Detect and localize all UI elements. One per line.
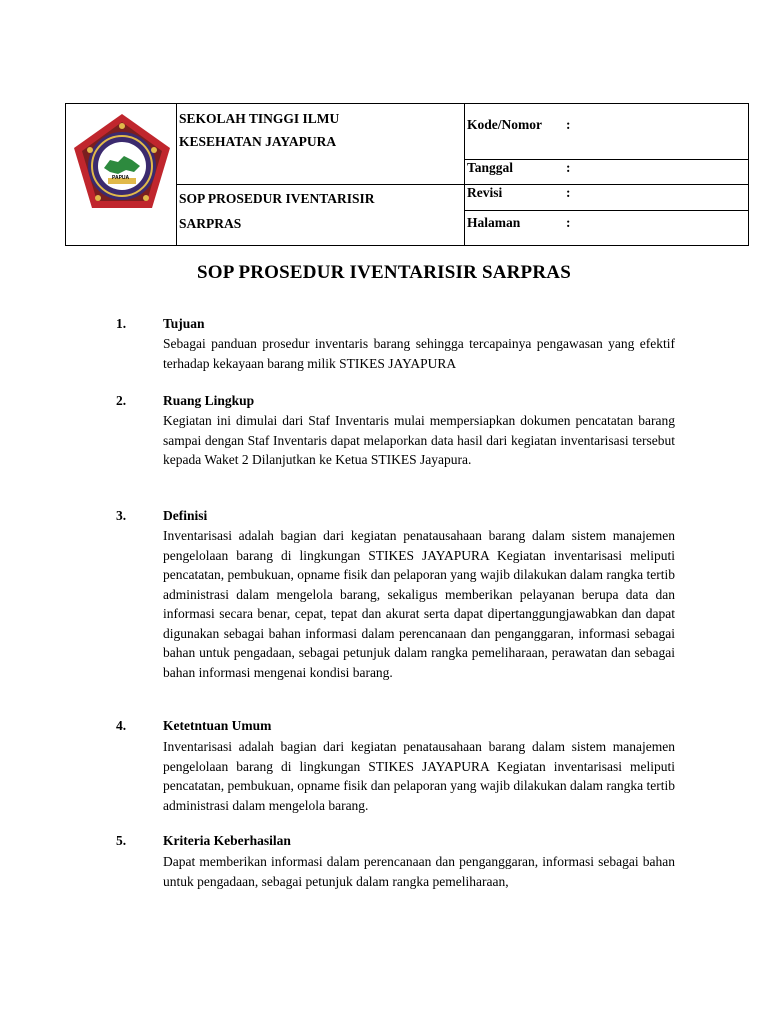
header-border-top xyxy=(65,103,748,104)
institution-name-line2: KESEHATAN JAYAPURA xyxy=(179,134,337,149)
section-heading-tujuan: Tujuan xyxy=(163,316,205,331)
field-label-revisi: Revisi xyxy=(467,185,503,200)
institution-logo xyxy=(70,110,174,214)
institution-name-line1: SEKOLAH TINGGI ILMU xyxy=(179,111,340,126)
field-label-tanggal: Tanggal xyxy=(467,160,514,175)
field-divider-3 xyxy=(464,210,748,211)
sop-name-line2: SARPRAS xyxy=(179,216,242,231)
section-body-definisi: Inventarisasi adalah bagian dari kegiatan penatausahaan barang dalam sistem manajemen pengelolaan barang di lingkungan STIKES JAYAPURA Kegiatan inventarisasi meliputi pencatatan, pembukuan, opname fisik dan pelaporan yang wajib dilakukan dalam rangka tertib administrasi dalam mengelola barang, sekaligus memberikan pelayanan berupa data dan informasi secara benar, cepat, tepat dan akurat serta dapat dipertanggungjawabkan dan dapat digunakan sebagai bahan informasi dalam perencanaan dan penganggaran, informasi sebagai bahan untuk pengadaan, sebagai petunjuk dalam rangka pemeliharaan, perawatan dan sebagai bahan informasi mengenai kondisi barang. xyxy=(163,528,675,680)
section-body-kriteria: Dapat memberikan informasi dalam perencanaan dan penganggaran, informasi sebagai bahan untuk pengadaan, sebagai petunjuk dalam rangka pemeliharaan, xyxy=(163,854,675,889)
logo-caption: PAPUA xyxy=(112,175,130,181)
section-number: 4. xyxy=(116,718,127,733)
header-divider-fields xyxy=(464,103,465,246)
field-label-kode: Kode/Nomor xyxy=(467,117,542,132)
field-colon-halaman: : xyxy=(566,215,571,230)
section-number: 3. xyxy=(116,508,127,523)
field-colon-tanggal: : xyxy=(566,160,571,175)
section-heading-ruang-lingkup: Ruang Lingkup xyxy=(163,393,255,408)
section-heading-definisi: Definisi xyxy=(163,508,208,523)
field-colon-revisi: : xyxy=(566,185,571,200)
field-label-halaman: Halaman xyxy=(467,215,521,230)
section-number: 5. xyxy=(116,833,127,848)
section-heading-ketentuan-umum: Ketetntuan Umum xyxy=(163,718,272,733)
header-border-left xyxy=(65,103,66,246)
document-title: SOP PROSEDUR IVENTARISIR SARPRAS xyxy=(197,262,571,283)
field-divider-2 xyxy=(464,184,748,185)
header-divider-mid xyxy=(176,184,464,185)
section-body-ketentuan-umum: Inventarisasi adalah bagian dari kegiatan penatausahaan barang dalam sistem manajemen pengelolaan barang di lingkungan STIKES JAYAPURA Kegiatan inventarisasi meliputi pencatatan, pembukuan, opname fisik dan pelaporan yang wajib dilakukan dalam rangka tertib administrasi dalam mengelola barang. xyxy=(163,739,675,813)
section-body-tujuan: Sebagai panduan prosedur inventaris barang sehingga tercapainya pengawasan yang efektif terhadap kekayaan barang milik STIKES JAYAPURA xyxy=(163,336,675,371)
section-number: 2. xyxy=(116,393,127,408)
section-number: 1. xyxy=(116,316,127,331)
header-divider-logo xyxy=(176,103,177,246)
header-border-right xyxy=(748,103,749,246)
section-body-ruang-lingkup: Kegiatan ini dimulai dari Staf Inventaris mulai mempersiapkan dokumen pencatatan barang sampai dengan Staf Inventaris dapat melaporkan data hasil dari kegiatan inventarisasi tersebut kepada Waket 2 Dilanjutkan ke Ketua STIKES Jayapura. xyxy=(163,413,675,467)
section-heading-kriteria: Kriteria Keberhasilan xyxy=(163,833,291,848)
document-header xyxy=(0,0,768,260)
header-border-bottom xyxy=(65,245,748,246)
sop-name-line1: SOP PROSEDUR IVENTARISIR xyxy=(179,191,375,206)
field-colon-kode: : xyxy=(566,117,571,132)
